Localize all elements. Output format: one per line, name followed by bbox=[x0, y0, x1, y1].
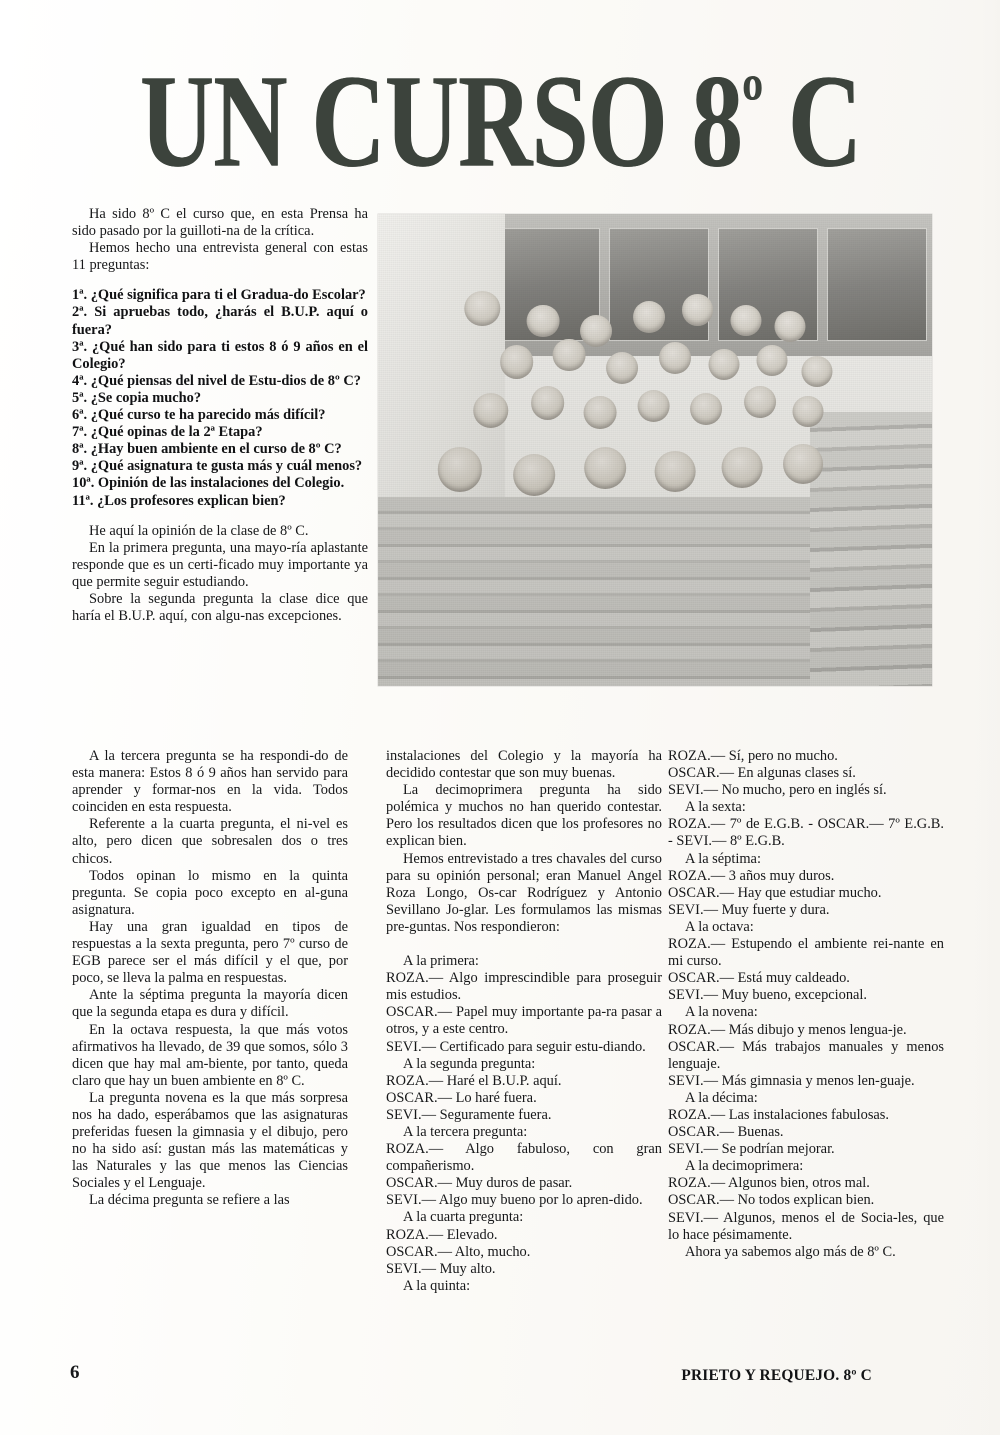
question-item: 7ª. ¿Qué opinas de la 2ª Etapa? bbox=[72, 424, 263, 441]
page-edge-shading bbox=[974, 0, 1000, 1435]
body-paragraph: Ante la séptima pregunta la mayoría dicen que la segunda etapa es dura y difícil. bbox=[72, 987, 348, 1021]
qa-answer: ROZA.— 3 años muy duros. bbox=[668, 867, 835, 884]
qa-answer: OSCAR.— Muy duros de pasar. bbox=[386, 1175, 573, 1192]
body-paragraph: A la tercera pregunta se ha respondi-do de esta manera: Estos 8 ó 9 años han servido para aprender y formar-nos en la vida. Todos coinciden en esta respuesta. bbox=[72, 748, 348, 816]
qa-heading: A la segunda pregunta: bbox=[403, 1055, 536, 1072]
qa-answer: OSCAR.— Más trabajos manuales y menos lenguaje. bbox=[668, 1038, 944, 1072]
question-item: 4ª. ¿Qué piensas del nivel de Estu-dios de 8º C? bbox=[72, 372, 361, 389]
qa-answer: ROZA.— Algunos bien, otros mal. bbox=[668, 1175, 870, 1192]
qa-heading: A la sexta: bbox=[685, 799, 746, 816]
body-paragraph: Hemos entrevistado a tres chavales del curso para su opinión personal; eran Manuel Angel Roza Longo, Os-car Rodríguez y Antonio Sevillano Jo-glar. Les formulamos las mismas pre-guntas. Nos respondieron: bbox=[386, 850, 662, 935]
qa-answer: OSCAR.— Hay que estudiar mucho. bbox=[668, 884, 882, 901]
question-item: 2ª. Si apruebas todo, ¿harás el B.U.P. aquí o fuera? bbox=[72, 304, 368, 338]
qa-heading: A la décima: bbox=[685, 1089, 758, 1106]
byline: PRIETO Y REQUEJO. 8º C bbox=[681, 1367, 872, 1384]
qa-answer: ROZA.— Sí, pero no mucho. bbox=[668, 748, 838, 764]
photo-tone bbox=[378, 214, 932, 686]
question-item: 8ª. ¿Hay buen ambiente en el curso de 8º C? bbox=[72, 441, 342, 458]
qa-answer: SEVI.— No mucho, pero en inglés sí. bbox=[668, 782, 887, 799]
qa-heading: A la decimoprimera: bbox=[685, 1158, 804, 1175]
column-one bbox=[72, 748, 348, 1210]
qa-answer: ROZA.— Más dibujo y menos lengua-je. bbox=[668, 1021, 907, 1038]
qa-answer: ROZA.— Haré el B.U.P. aquí. bbox=[386, 1072, 562, 1089]
ordinal-indicator: º bbox=[741, 57, 763, 149]
intro-paragraph-2: Hemos hecho una entrevista general con estas 11 preguntas: bbox=[72, 240, 368, 274]
qa-heading: A la novena: bbox=[685, 1004, 758, 1021]
qa-answer: SEVI.— Algunos, menos el de Socia-les, que lo hace pésimamente. bbox=[668, 1209, 944, 1243]
qa-answer: ROZA.— Algo imprescindible para proseguir mis estudios. bbox=[386, 970, 662, 1004]
closing-paragraph: Ahora ya sabemos algo más de 8º C. bbox=[685, 1243, 896, 1260]
intro-paragraph-1: Ha sido 8º C el curso que, en esta Prensa ha sido pasado por la guilloti-na de la crítica. bbox=[72, 206, 368, 240]
photo-image bbox=[378, 214, 932, 686]
qa-answer: SEVI.— Muy alto. bbox=[386, 1260, 496, 1277]
body-paragraph: instalaciones del Colegio y la mayoría ha decidido contestar que son muy buenas. bbox=[386, 748, 662, 782]
qa-answer: OSCAR.— Papel muy importante pa-ra pasar a otros, y a este centro. bbox=[386, 1004, 662, 1038]
column-two bbox=[386, 748, 662, 1295]
qa-answer: OSCAR.— No todos explican bien. bbox=[668, 1192, 875, 1209]
qa-heading: A la primera: bbox=[403, 953, 479, 970]
qa-heading: A la tercera pregunta: bbox=[403, 1123, 528, 1140]
qa-answer: ROZA.— Elevado. bbox=[386, 1226, 498, 1243]
page-title: UN CURSO $8^º$ C bbox=[139, 47, 861, 196]
body-paragraph: En la octava respuesta, la que más votos afirmativos ha llevado, de 39 que somos, sólo 3 dicen que hay mal am-biente, por tanto, queda claro que hay un buen ambiente en 8º C. bbox=[72, 1021, 348, 1089]
body-paragraph: Sobre la segunda pregunta la clase dice que haría el B.U.P. aquí, con algu-nas excepciones. bbox=[72, 590, 368, 625]
qa-answer: ROZA.— Algo fabuloso, con gran compañerismo. bbox=[386, 1141, 662, 1175]
question-item: 9ª. ¿Qué asignatura te gusta más y cuál menos? bbox=[72, 458, 363, 475]
qa-answer: SEVI.— Certificado para seguir estu-diando. bbox=[386, 1038, 646, 1055]
qa-answer: OSCAR.— Está muy caldeado. bbox=[668, 970, 850, 987]
qa-answer: SEVI.— Muy bueno, excepcional. bbox=[668, 987, 868, 1004]
qa-answer: OSCAR.— En algunas clases sí. bbox=[668, 765, 856, 782]
intro-column bbox=[72, 206, 368, 625]
body-paragraph: Hay una gran igualdad en tipos de respuestas a la sexta pregunta, pero 7º curso de EGB parece ser el más difícil y el que, por poco, se lleva la palma en respuestas. bbox=[72, 918, 348, 987]
body-paragraph: La pregunta novena es la que más sorpresa nos ha dado, esperábamos que las asignaturas preferidas fuesen la gimnasia y el dibujo, pero no ha sido así: gustan más las matemáticas y las Naturales y las que menos las Ciencias Sociales y el Lenguaje. bbox=[72, 1089, 348, 1192]
qa-answer: OSCAR.— Buenas. bbox=[668, 1124, 784, 1141]
qa-answer: SEVI.— Se podrían mejorar. bbox=[668, 1141, 835, 1158]
question-item: 1ª. ¿Qué significa para ti el Gradua-do Escolar? bbox=[72, 287, 366, 304]
body-paragraph: Referente a la cuarta pregunta, el ni-vel es alto, pero dicen que sobresalen dos o tres chicos. bbox=[72, 816, 348, 867]
article-columns bbox=[72, 748, 944, 1388]
body-paragraph: La decimoprimera pregunta ha sido polémica y muchos no han querido contestar. Pero los resultados dicen que los profesores no explican bien. bbox=[386, 782, 662, 850]
body-paragraph: Todos opinan lo mismo en la quinta pregunta. Se copia poco excepto en al-guna asignatura. bbox=[72, 867, 348, 918]
question-item: 6ª. ¿Qué curso te ha parecido más difícil? bbox=[72, 407, 326, 424]
qa-answer: SEVI.— Más gimnasia y menos len-guaje. bbox=[668, 1072, 915, 1089]
question-item: 3ª. ¿Qué han sido para ti estos 8 ó 9 años en el Colegio? bbox=[72, 338, 368, 372]
class-photo bbox=[378, 214, 932, 686]
qa-answer: ROZA.— 7º de E.G.B. - OSCAR.— 7º E.G.B. - SEVI.— 8º E.G.B. bbox=[668, 816, 944, 850]
qa-heading: A la séptima: bbox=[685, 850, 761, 867]
qa-answer: ROZA.— Las instalaciones fabulosas. bbox=[668, 1106, 890, 1123]
top-block bbox=[72, 206, 932, 692]
question-item: 5ª. ¿Se copia mucho? bbox=[72, 389, 202, 406]
qa-heading: A la quinta: bbox=[403, 1277, 471, 1294]
qa-answer: OSCAR.— Alto, mucho. bbox=[386, 1243, 531, 1260]
body-paragraph: La décima pregunta se refiere a las bbox=[89, 1192, 290, 1209]
body-paragraph: He aquí la opinión de la clase de 8º C. bbox=[89, 522, 309, 539]
page-number: 6 bbox=[70, 1362, 80, 1383]
question-item: 10ª. Opinión de las instalaciones del Colegio. bbox=[72, 475, 345, 492]
qa-answer: SEVI.— Muy fuerte y dura. bbox=[668, 901, 830, 918]
qa-answer: OSCAR.— Lo haré fuera. bbox=[386, 1089, 537, 1106]
column-three bbox=[668, 748, 944, 1261]
body-paragraph: En la primera pregunta, una mayo-ría aplastante responde que es un certi-ficado muy importante ya que permite seguir estudiando. bbox=[72, 539, 368, 590]
question-list bbox=[72, 287, 368, 509]
question-item: 11ª. ¿Los profesores explican bien? bbox=[72, 492, 286, 509]
qa-answer: SEVI.— Seguramente fuera. bbox=[386, 1106, 552, 1123]
masthead bbox=[0, 47, 1000, 196]
qa-answer: ROZA.— Estupendo el ambiente rei-nante en mi curso. bbox=[668, 936, 944, 970]
qa-heading: A la cuarta pregunta: bbox=[403, 1209, 524, 1226]
qa-answer: SEVI.— Algo muy bueno por lo apren-dido. bbox=[386, 1192, 643, 1209]
qa-heading: A la octava: bbox=[685, 918, 754, 935]
